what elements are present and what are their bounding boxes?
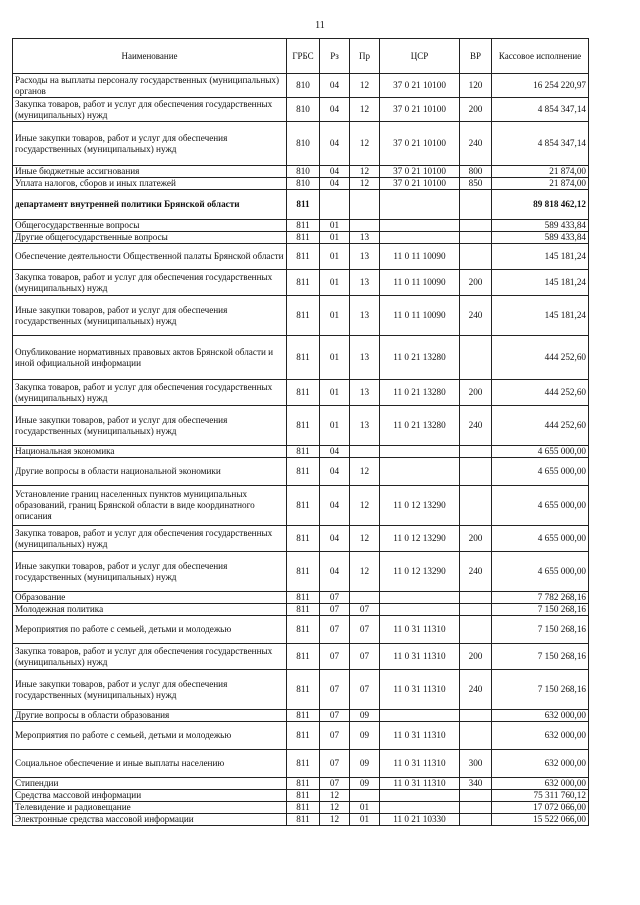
cell-rz: 12 [320,814,350,826]
cell-vr [460,722,492,750]
cell-name: Мероприятия по работе с семьей, детьми и молодежью [13,616,287,644]
cell-sum: 589 433,84 [492,232,589,244]
table-row [13,446,589,458]
cell-sum: 4 655 000,00 [492,552,589,592]
header-grbs: ГРБС [287,39,320,74]
cell-vr [460,710,492,722]
cell-name: Иные бюджетные ассигнования [13,166,287,178]
cell-sum: 4 655 000,00 [492,526,589,552]
cell-grbs: 811 [287,232,320,244]
cell-sum: 89 818 462,12 [492,190,589,220]
cell-name: Средства массовой информации [13,790,287,802]
cell-sum: 632 000,00 [492,750,589,778]
cell-vr: 850 [460,178,492,190]
cell-vr: 200 [460,98,492,122]
cell-name: Другие общегосударственные вопросы [13,232,287,244]
cell-grbs: 811 [287,486,320,526]
cell-sum: 4 655 000,00 [492,458,589,486]
cell-rz: 07 [320,616,350,644]
table-row [13,232,589,244]
table-row [13,74,589,98]
table-row [13,380,589,406]
cell-sum: 4 655 000,00 [492,446,589,458]
table-row [13,122,589,166]
cell-rz [320,190,350,220]
cell-vr: 340 [460,778,492,790]
cell-vr [460,814,492,826]
cell-name: Молодежная политика [13,604,287,616]
cell-grbs: 811 [287,244,320,270]
cell-rz: 04 [320,458,350,486]
cell-vr: 200 [460,380,492,406]
table-row [13,814,589,826]
cell-sum: 4 655 000,00 [492,486,589,526]
cell-rz: 04 [320,552,350,592]
cell-csr: 11 0 31 11310 [380,722,460,750]
table-row [13,178,589,190]
cell-rz: 04 [320,178,350,190]
cell-rz: 12 [320,790,350,802]
cell-vr: 240 [460,122,492,166]
cell-csr [380,710,460,722]
cell-grbs: 811 [287,406,320,446]
cell-vr: 200 [460,644,492,670]
cell-grbs: 811 [287,814,320,826]
cell-vr: 800 [460,166,492,178]
cell-csr: 11 0 11 10090 [380,296,460,336]
cell-name: Другие вопросы в области национальной экономики [13,458,287,486]
cell-csr [380,790,460,802]
cell-grbs: 810 [287,74,320,98]
cell-pr: 13 [350,232,380,244]
table-row [13,710,589,722]
cell-pr: 13 [350,270,380,296]
cell-csr [380,220,460,232]
cell-grbs: 811 [287,790,320,802]
cell-vr [460,802,492,814]
cell-grbs: 811 [287,296,320,336]
cell-pr: 13 [350,336,380,380]
cell-csr: 37 0 21 10100 [380,166,460,178]
cell-name: Опубликование нормативных правовых актов Брянской области и иной официальной информации [13,336,287,380]
table-row [13,486,589,526]
cell-grbs: 811 [287,526,320,552]
cell-name: Социальное обеспечение и иные выплаты населению [13,750,287,778]
cell-rz: 01 [320,336,350,380]
table-row [13,616,589,644]
cell-csr [380,232,460,244]
cell-csr: 11 0 21 13280 [380,406,460,446]
cell-rz: 07 [320,722,350,750]
cell-rz: 04 [320,74,350,98]
cell-csr: 11 0 31 11310 [380,644,460,670]
cell-sum: 16 254 220,97 [492,74,589,98]
cell-pr: 12 [350,166,380,178]
cell-rz: 04 [320,98,350,122]
cell-vr: 300 [460,750,492,778]
header-csr: ЦСР [380,39,460,74]
cell-vr [460,486,492,526]
table-row [13,790,589,802]
cell-name: Закупка товаров, работ и услуг для обеспечения государственных (муниципальных) нужд [13,380,287,406]
cell-grbs: 811 [287,380,320,406]
cell-rz: 04 [320,166,350,178]
cell-sum: 7 150 268,16 [492,604,589,616]
cell-grbs: 811 [287,604,320,616]
cell-pr [350,220,380,232]
header-sum: Кассовое исполнение [492,39,589,74]
table-row [13,190,589,220]
table-row [13,644,589,670]
table-row [13,552,589,592]
cell-csr [380,592,460,604]
table-row [13,270,589,296]
cell-name: Электронные средства массовой информации [13,814,287,826]
header-name: Наименование [13,39,287,74]
cell-rz: 01 [320,406,350,446]
cell-pr: 13 [350,406,380,446]
cell-csr: 11 0 31 11310 [380,750,460,778]
cell-grbs: 811 [287,802,320,814]
cell-sum: 21 874,00 [492,166,589,178]
cell-pr: 07 [350,616,380,644]
cell-pr: 12 [350,178,380,190]
table-header-row [13,39,589,74]
cell-sum: 75 311 760,12 [492,790,589,802]
cell-name: Иные закупки товаров, работ и услуг для обеспечения государственных (муниципальных) нужд [13,406,287,446]
cell-csr: 11 0 21 10330 [380,814,460,826]
cell-pr: 13 [350,244,380,270]
cell-rz: 07 [320,592,350,604]
cell-sum: 632 000,00 [492,722,589,750]
cell-sum: 17 072 066,00 [492,802,589,814]
cell-grbs: 811 [287,750,320,778]
cell-name: Обеспечение деятельности Общественной палаты Брянской области [13,244,287,270]
cell-grbs: 811 [287,778,320,790]
cell-pr [350,446,380,458]
cell-name: департамент внутренней политики Брянской области [13,190,287,220]
cell-grbs: 811 [287,722,320,750]
cell-pr: 12 [350,526,380,552]
cell-sum: 589 433,84 [492,220,589,232]
cell-sum: 7 782 268,16 [492,592,589,604]
table-row [13,458,589,486]
cell-sum: 632 000,00 [492,710,589,722]
cell-sum: 4 854 347,14 [492,122,589,166]
cell-grbs: 811 [287,552,320,592]
cell-rz: 07 [320,750,350,778]
cell-name: Мероприятия по работе с семьей, детьми и молодежью [13,722,287,750]
cell-vr [460,336,492,380]
cell-rz: 04 [320,446,350,458]
cell-vr: 240 [460,296,492,336]
cell-vr [460,790,492,802]
cell-csr: 11 0 31 11310 [380,778,460,790]
cell-pr: 12 [350,122,380,166]
cell-vr: 120 [460,74,492,98]
cell-vr: 200 [460,526,492,552]
table-row [13,296,589,336]
cell-name: Установление границ населенных пунктов муниципальных образований, границ Брянской области в виде координатного описания [13,486,287,526]
cell-grbs: 811 [287,644,320,670]
table-row [13,670,589,710]
table-row [13,220,589,232]
cell-sum: 145 181,24 [492,296,589,336]
table-row [13,244,589,270]
table-body [13,74,589,826]
cell-csr [380,458,460,486]
cell-grbs: 811 [287,220,320,232]
cell-grbs: 811 [287,336,320,380]
cell-name: Иные закупки товаров, работ и услуг для обеспечения государственных (муниципальных) нужд [13,552,287,592]
cell-csr: 37 0 21 10100 [380,74,460,98]
cell-rz: 12 [320,802,350,814]
cell-pr: 09 [350,750,380,778]
cell-pr: 01 [350,802,380,814]
budget-table [12,38,589,826]
page-number: 11 [315,20,325,31]
table-row [13,336,589,380]
cell-vr [460,616,492,644]
cell-vr [460,458,492,486]
cell-pr: 12 [350,486,380,526]
table-row [13,778,589,790]
cell-csr: 11 0 21 13280 [380,380,460,406]
cell-csr: 11 0 12 13290 [380,552,460,592]
cell-pr: 12 [350,458,380,486]
cell-csr [380,446,460,458]
cell-vr [460,604,492,616]
table-row [13,592,589,604]
cell-sum: 4 854 347,14 [492,98,589,122]
table-row [13,802,589,814]
cell-pr [350,190,380,220]
cell-pr [350,592,380,604]
cell-pr: 09 [350,722,380,750]
cell-csr: 11 0 31 11310 [380,616,460,644]
cell-rz: 04 [320,526,350,552]
cell-sum: 632 000,00 [492,778,589,790]
cell-vr: 240 [460,552,492,592]
cell-csr: 11 0 31 11310 [380,670,460,710]
cell-grbs: 811 [287,270,320,296]
cell-sum: 15 522 066,00 [492,814,589,826]
cell-sum: 7 150 268,16 [492,616,589,644]
cell-csr: 11 0 12 13290 [380,486,460,526]
table-row [13,406,589,446]
cell-grbs: 810 [287,178,320,190]
cell-name: Расходы на выплаты персоналу государственных (муниципальных) органов [13,74,287,98]
cell-vr: 240 [460,406,492,446]
cell-pr [350,790,380,802]
cell-rz: 07 [320,670,350,710]
header-rz: Рз [320,39,350,74]
cell-pr: 12 [350,552,380,592]
cell-pr: 12 [350,98,380,122]
cell-csr: 37 0 21 10100 [380,98,460,122]
cell-name: Иные закупки товаров, работ и услуг для обеспечения государственных (муниципальных) нужд [13,296,287,336]
table-row [13,526,589,552]
cell-name: Закупка товаров, работ и услуг для обеспечения государственных (муниципальных) нужд [13,644,287,670]
cell-name: Образование [13,592,287,604]
cell-pr: 13 [350,380,380,406]
cell-csr: 11 0 21 13280 [380,336,460,380]
cell-csr: 11 0 12 13290 [380,526,460,552]
header-vr: ВР [460,39,492,74]
cell-vr [460,446,492,458]
cell-vr [460,592,492,604]
table-row [13,722,589,750]
cell-vr [460,232,492,244]
cell-rz: 04 [320,486,350,526]
cell-vr [460,220,492,232]
table-row [13,750,589,778]
cell-sum: 444 252,60 [492,406,589,446]
cell-name: Стипендии [13,778,287,790]
cell-sum: 145 181,24 [492,244,589,270]
cell-pr: 12 [350,74,380,98]
cell-sum: 444 252,60 [492,336,589,380]
cell-sum: 145 181,24 [492,270,589,296]
cell-pr: 07 [350,644,380,670]
cell-name: Закупка товаров, работ и услуг для обеспечения государственных (муниципальных) нужд [13,98,287,122]
cell-name: Уплата налогов, сборов и иных платежей [13,178,287,190]
cell-name: Другие вопросы в области образования [13,710,287,722]
cell-grbs: 811 [287,592,320,604]
cell-sum: 444 252,60 [492,380,589,406]
cell-grbs: 811 [287,446,320,458]
cell-rz: 01 [320,220,350,232]
cell-csr: 37 0 21 10100 [380,178,460,190]
cell-vr: 200 [460,270,492,296]
cell-pr: 01 [350,814,380,826]
cell-name: Иные закупки товаров, работ и услуг для обеспечения государственных (муниципальных) нужд [13,122,287,166]
cell-sum: 21 874,00 [492,178,589,190]
cell-rz: 01 [320,244,350,270]
cell-grbs: 810 [287,98,320,122]
cell-rz: 01 [320,296,350,336]
cell-vr: 240 [460,670,492,710]
cell-sum: 7 150 268,16 [492,670,589,710]
cell-name: Национальная экономика [13,446,287,458]
cell-pr: 09 [350,778,380,790]
cell-rz: 04 [320,122,350,166]
cell-grbs: 811 [287,670,320,710]
cell-grbs: 811 [287,710,320,722]
cell-pr: 07 [350,670,380,710]
cell-name: Иные закупки товаров, работ и услуг для обеспечения государственных (муниципальных) нужд [13,670,287,710]
cell-grbs: 811 [287,616,320,644]
cell-csr [380,604,460,616]
cell-rz: 07 [320,604,350,616]
cell-pr: 07 [350,604,380,616]
cell-pr: 13 [350,296,380,336]
cell-name: Закупка товаров, работ и услуг для обеспечения государственных (муниципальных) нужд [13,270,287,296]
cell-pr: 09 [350,710,380,722]
cell-name: Общегосударственные вопросы [13,220,287,232]
table-row [13,166,589,178]
cell-rz: 07 [320,778,350,790]
cell-vr [460,244,492,270]
cell-sum: 7 150 268,16 [492,644,589,670]
cell-rz: 01 [320,232,350,244]
cell-csr: 11 0 11 10090 [380,244,460,270]
table-row [13,604,589,616]
cell-rz: 07 [320,644,350,670]
cell-name: Телевидение и радиовещание [13,802,287,814]
cell-rz: 01 [320,270,350,296]
cell-grbs: 811 [287,458,320,486]
cell-grbs: 811 [287,190,320,220]
cell-grbs: 810 [287,122,320,166]
cell-vr [460,190,492,220]
cell-rz: 01 [320,380,350,406]
cell-rz: 07 [320,710,350,722]
table-row [13,98,589,122]
cell-csr [380,190,460,220]
cell-grbs: 810 [287,166,320,178]
cell-name: Закупка товаров, работ и услуг для обеспечения государственных (муниципальных) нужд [13,526,287,552]
cell-csr [380,802,460,814]
cell-csr: 11 0 11 10090 [380,270,460,296]
header-pr: Пр [350,39,380,74]
cell-csr: 37 0 21 10100 [380,122,460,166]
